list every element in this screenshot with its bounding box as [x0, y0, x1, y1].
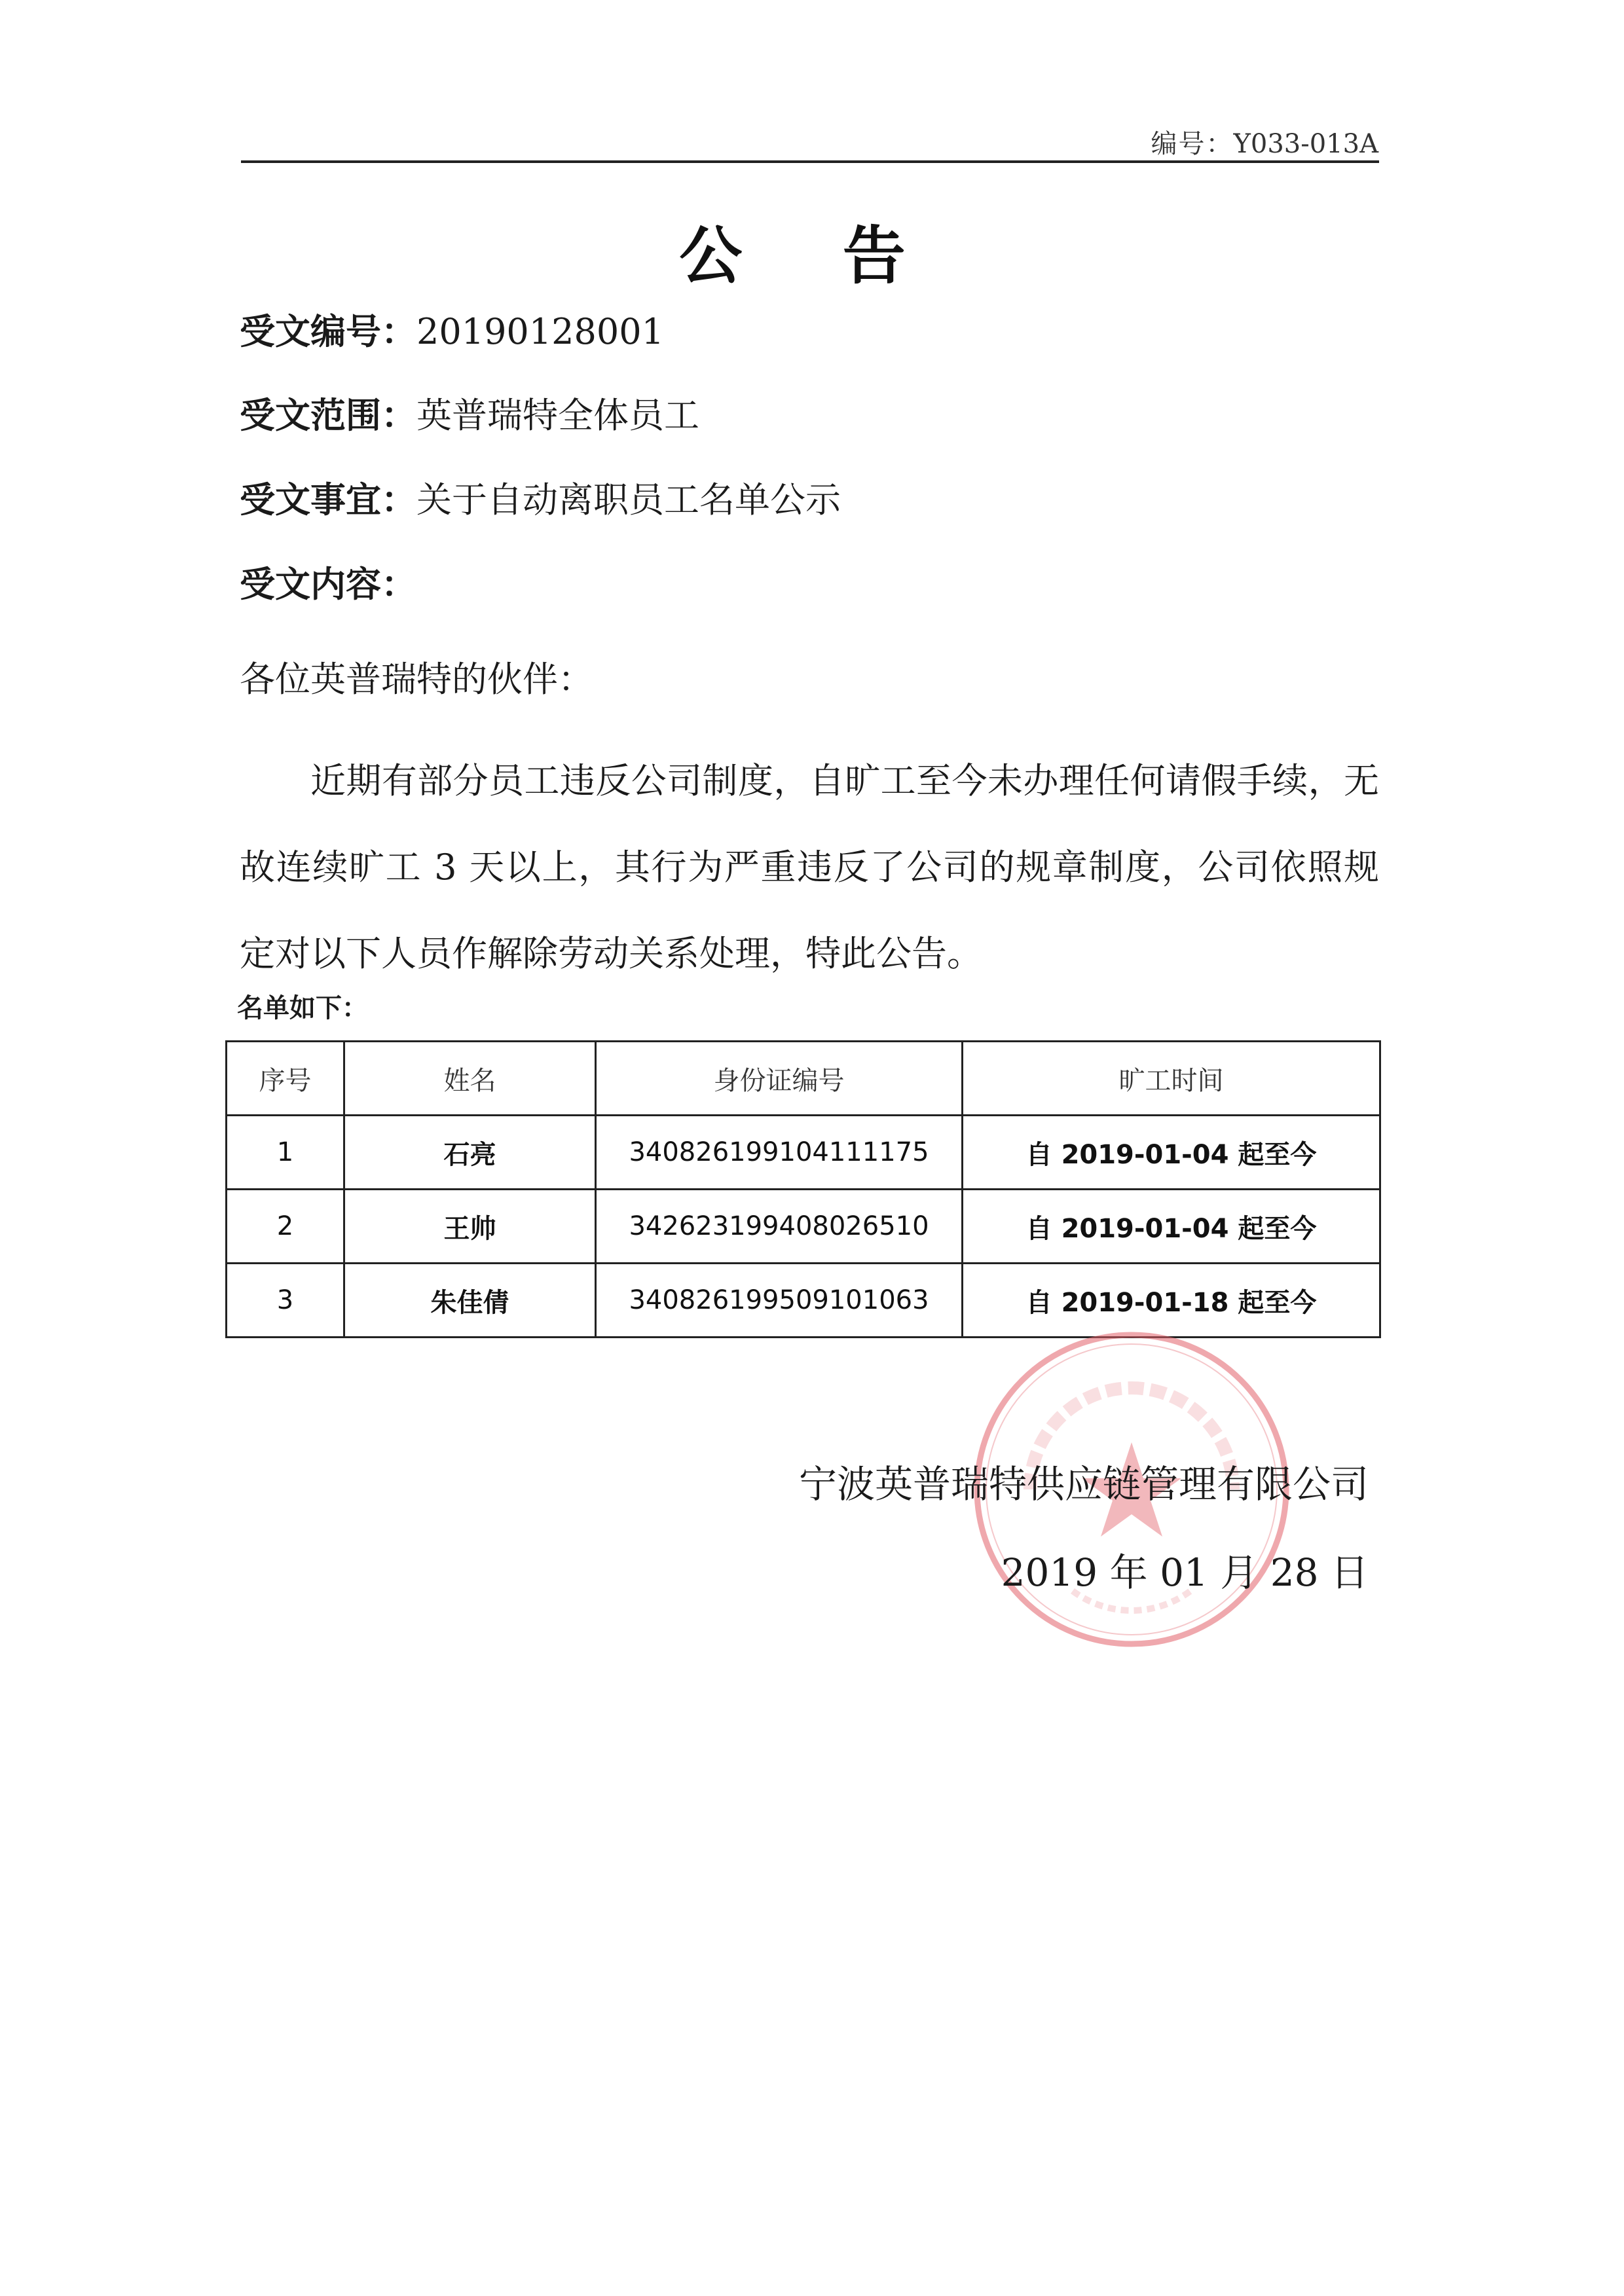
header-divider [241, 160, 1379, 163]
employee-table [225, 1040, 1381, 1338]
cell-index: 3 [227, 1264, 344, 1338]
cell-absence-period: 自 2019-01-18 起至今 [963, 1264, 1380, 1338]
field-value: 20190128001 [416, 311, 664, 352]
cell-name: 石亮 [344, 1116, 596, 1190]
cell-index: 1 [227, 1116, 344, 1190]
field-value: 英普瑞特全体员工 [416, 395, 699, 436]
table-row [227, 1190, 1380, 1264]
signature-date: 2019 年 01 月 28 日 [1001, 1550, 1369, 1595]
header-id-number: 身份证编号 [596, 1042, 963, 1116]
cell-id-number: 340826199509101063 [596, 1264, 963, 1338]
greeting: 各位英普瑞特的伙伴： [240, 659, 593, 700]
cell-id-number: 342623199408026510 [596, 1190, 963, 1264]
field-key: 受文事宜： [240, 479, 416, 520]
cell-absence-period: 自 2019-01-04 起至今 [963, 1190, 1380, 1264]
field-scope [240, 395, 699, 436]
cell-absence-period: 自 2019-01-04 起至今 [963, 1116, 1380, 1190]
body-paragraph: 近期有部分员工违反公司制度，自旷工至今未办理任何请假手续，无故连续旷工 3 天以上，其行为严重违反了公司的规章制度，公司依照规定对以下人员作解除劳动关系处理，特此公告。 [240, 760, 1379, 974]
document-number-value: Y033-013A [1233, 129, 1378, 159]
field-key: 受文范围： [240, 395, 416, 436]
cell-name: 朱佳倩 [344, 1264, 596, 1338]
list-label: 名单如下： [237, 993, 368, 1023]
cell-index: 2 [227, 1190, 344, 1264]
field-key: 受文编号： [240, 311, 416, 352]
field-subject [240, 479, 841, 520]
table-header-row [227, 1042, 1380, 1116]
field-content [240, 564, 416, 605]
signature-company: 宁波英普瑞特供应链管理有限公司 [798, 1462, 1369, 1506]
document-number [1151, 123, 1378, 160]
header-absence-period: 旷工时间 [963, 1042, 1380, 1116]
header-name: 姓名 [344, 1042, 596, 1116]
cell-id-number: 340826199104111175 [596, 1116, 963, 1190]
table-row [227, 1116, 1380, 1190]
field-value: 关于自动离职员工名单公示 [416, 479, 841, 520]
page-title: 公 告 [679, 219, 945, 293]
document-number-label: 编号： [1151, 129, 1234, 159]
field-doc-number [240, 311, 664, 352]
header-index: 序号 [227, 1042, 344, 1116]
cell-name: 王帅 [344, 1190, 596, 1264]
body-text [240, 738, 1379, 997]
field-key: 受文内容： [240, 564, 416, 605]
